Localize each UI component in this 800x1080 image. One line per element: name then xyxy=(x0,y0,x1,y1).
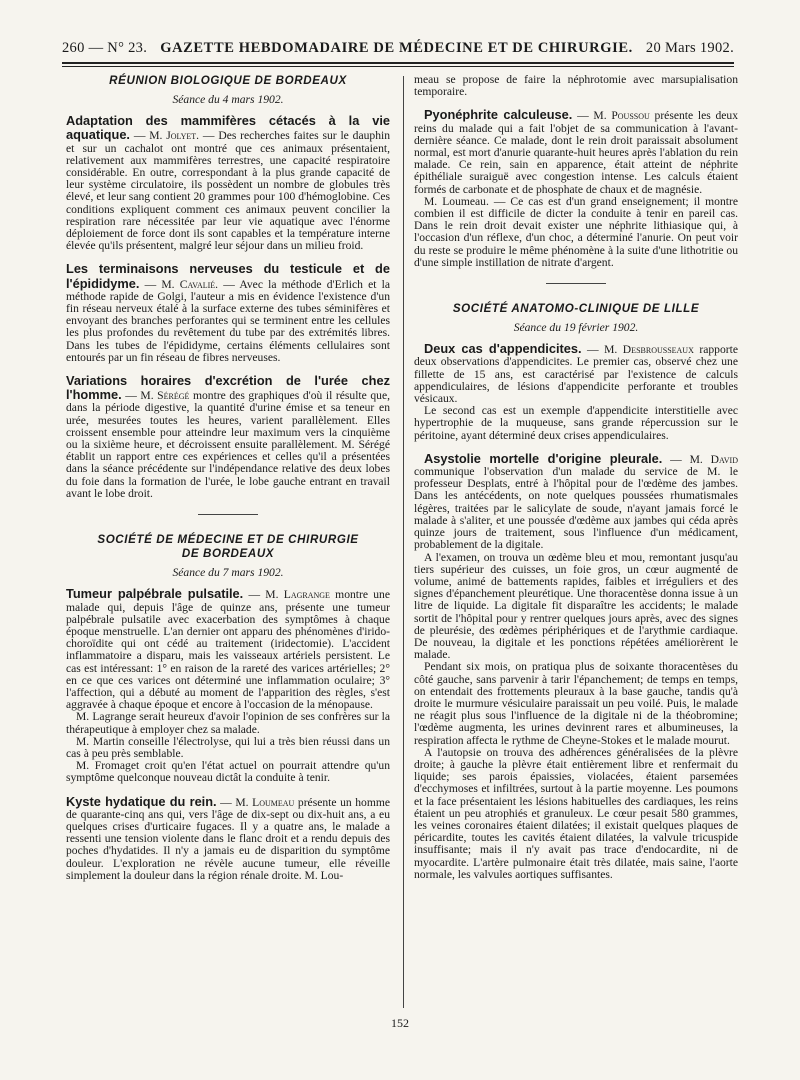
article-paragraph: M. Martin conseille l'électrolyse, qui lui a très bien réussi dans un cas à peu près semblable. xyxy=(66,734,390,760)
article-text: Avec la méthode d'Erlich et la méthode rapide de Golgi, l'auteur a mis en évidence l'existence d'un fin réseau nerveux étalé à la surface externe des tubes séminifères et envoyant des branches perforantes qui se terminent entre les cellules les plus profondes du revêtement du tube par des extrémités libres. Dans les tubes de l'épididyme, certains éléments cellulaires sont entourés par un fin réseau de fibres nerveuses. xyxy=(66,277,391,364)
article-title: Pyonéphrite calculeuse. xyxy=(424,107,573,123)
article-author: M. Lagrange xyxy=(265,588,330,602)
article: Pyonéphrite calculeuse. — M. Poussou présente les deux reins du malade qui a fait l'objet de sa communication à l'avant-dernière séance. Ce malade, dont le rein droit paraissait absolument normal, est mort d'anurie quarante-huit heures après l'ablation du rein malade. Ce rein, sain en apparence, était atteint de néphrite épithéliale suraiguë avec congestion intense. Les calculs étaient formés de carbonate et de phosphate de chaux et de magnésie. M. Loumeau. — Ce cas est d'un grand enseignement; il montre combien il est difficile de dicter la conduite à tenir en pareil cas. Dans le rein droit devait exister une néphrite lithiasique qui, à l'occasion d'un réflexe, d'un choc, a déterminé l'anurie. On peut voir du reste se produire le même phénomène à la suite d'une lithotritie ou d'une simple instillation de nitrate d'argent. xyxy=(414,107,739,269)
article-author: M. Sérégé xyxy=(140,389,190,403)
article-text: rapporte deux observations d'appendicites. Le premier cas, observé chez une fillette de 15 ans, est caractérisé par l'existence de calculs appendiculaires, de lésions d'appendicite perforante et troubles vésicaux. xyxy=(414,343,738,406)
article-paragraph: Le second cas est un exemple d'appendicite interstitielle avec hypertrophie de la muqueuse, sans grande répercussion sur le péritoine, ayant déterminé deux crises appendiculaires. xyxy=(414,404,738,442)
article-text: montre des graphiques d'où il résulte que, dans la période digestive, la quantité d'urine émise et sa teneur en urée, mesurées toutes les heures, varient parallèlement. Elles croissent ensemble pour atteindre leur maximum vers la cinquième ou la sixième heure, et décroissent ensuite parallèlement. M. Sérégé établit un rapport entre ces expériences et celles qu'il a présentées dans la séance précédente sur l'indépendance relative des deux lobes du foie dans la formation de l'urée, le lobe gauche entrant en travail avant le lobe droit. xyxy=(66,389,391,500)
article-continuation xyxy=(414,74,738,98)
article-author: M. David xyxy=(689,452,738,466)
article-author: M. Cavalié. xyxy=(161,277,219,291)
article-author: M. Loumeau xyxy=(235,795,295,809)
article-title: Variations horaires d'excrétion de l'urée chez l'homme. xyxy=(66,373,390,403)
session-date: Séance du 7 mars 1902. xyxy=(172,566,284,580)
article: Les terminaisons nerveuses du testicule et de l'épididyme. — M. Cavalié. — Avec la méthode d'Erlich et la méthode rapide de Golgi, l'auteur a mis en évidence l'existence d'un fin réseau nerveux étalé à la surface externe des tubes séminifères et envoyant des branches perforantes qui se terminent entre les cellules les plus profondes du revêtement du tube par des extrémités libres. Dans les tubes de l'épididyme, certains éléments cellulaires sont entourés par un fin réseau de fibres nerveuses. xyxy=(66,261,391,364)
article-title: Tumeur palpébrale pulsatile. xyxy=(66,586,244,602)
article-paragraph: A l'autopsie on trouva des adhérences généralisées de la plèvre droite; à gauche la plèvre était entièrement libre et renfermait du liquide; ses parois épaissies, violacées, étaient parsemées d'ecchymoses et infiltrées, surtout à la partie moyenne. Les poumons et la face présentaient les lésions habituelles des cardiaques, les reins étaient un peu atrophiés et granuleux. Le cœur pesait 580 grammes, les veines coronaires étaient dilatées; il existait quelques plaques de péricardite, toutes les cavités étaient dilatées, la valvule tricuspide insuffisante; mais il n'y avait pas trace d'endocardite, ni de myocardite. L'artère pulmonaire était très dilatée, mais saine, l'aorte normale, les valvules aortiques suffisantes. xyxy=(414,745,738,881)
header-journal-title: GAZETTE HEBDOMADAIRE DE MÉDECINE ET DE CHIRURGIE. xyxy=(160,40,633,56)
society-heading: SOCIÉTÉ ANATOMO-CLINIQUE DE LILLE xyxy=(452,302,700,316)
right-column xyxy=(414,74,738,891)
session-date: Séance du 19 février 1902. xyxy=(513,321,639,335)
section-separator xyxy=(546,283,606,284)
article-title: Kyste hydatique du rein. xyxy=(66,793,217,809)
column-divider xyxy=(403,76,404,1008)
article-paragraph: Pendant six mois, on pratiqua plus de soixante thoracentèses du côté gauche, sans parvenir à tarir l'épanchement; de temps en temps, on entendait des frottements pleuraux à la base gauche, tandis qu'à droite le murmure vésiculaire paraissait un peu voilé. Puis, le malade ne réagit plus sous l'influence de la digitale ni de la théobromine; l'œdème augmenta, les urines devinrent rares et albumineuses, la respiration affecta le rythme de Cheyne-Stokes et le malade mourut. xyxy=(414,660,738,747)
article-title: Les terminaisons nerveuses du testicule et de l'épididyme. xyxy=(66,261,390,291)
page-number: 152 xyxy=(391,1016,409,1030)
article-text: montre une malade qui, depuis l'âge de quinze ans, présente une tumeur palpébrale pulsatile avec exacerbation des symptômes à chaque époque menstruelle. L'an dernier ont apparu des phénomènes d'irido-choroïdite qui ont cédé au traitement (iridectomie). L'accident inflammatoire a disparu, mais les vaisseaux artériels persistent. Le cas est intéressant: 1° en raison de la rareté des varices artérielles; 2° en ce que ces varices ont déterminé une inflammation oculaire; 3° l'affection, qui a débuté au moment de l'apparition des règles, s'est aggravée à chaque époque et encore à l'occasion de la ménopause. xyxy=(66,588,390,712)
article: Deux cas d'appendicites. — M. Desbrousseaux rapporte deux observations d'appendicites. Le premier cas, observé chez une fillette de 15 ans, est caractérisé par l'existence de calculs appendiculaires, de lésions d'appendicite perforante et troubles vésicaux. Le second cas est un exemple d'appendicite interstitielle avec hypertrophie de la muqueuse, sans grande répercussion sur le péritoine, ayant déterminé deux crises appendiculaires. xyxy=(414,341,738,442)
header-rule xyxy=(62,62,734,67)
article-paragraph: M. Loumeau. — Ce cas est d'un grand enseignement; il montre combien il est difficile de dicter la conduite à tenir en pareil cas. Dans le rein droit devait exister une néphrite lithiasique qui, à l'occasion d'un réflexe, d'un choc, a déterminé l'anurie. On peut voir du reste se produire le même phénomène à la suite d'une lithotritie ou d'une simple instillation de nitrate d'argent. xyxy=(414,194,738,269)
article: Tumeur palpébrale pulsatile. — M. Lagrange montre une malade qui, depuis l'âge de quinze ans, présente une tumeur palpébrale pulsatile avec exacerbation des symptômes à chaque époque menstruelle. L'an dernier ont apparu des phénomènes d'irido-choroïdite qui ont cédé au traitement (iridectomie). L'accident inflammatoire a disparu, mais les vaisseaux artériels persistent. Le cas est intéressant: 1° en raison de la rareté des varices artérielles; 2° en ce que ces varices ont déterminé une inflammation oculaire; 3° l'affection, qui a débuté au moment de l'apparition des règles, s'est aggravée à chaque époque et encore à l'occasion de la ménopause. M. Lagrange serait heureux d'avoir l'opinion de ses confrères sur la thérapeutique à employer chez sa malade. M. Martin conseille l'électrolyse, qui lui a très bien réussi dans un cas à peu près semblable. M. Fromaget croit qu'en l'état actuel on pourrait attendre qu'un symptôme quelconque nouveau dictât la conduite à tenir. xyxy=(66,586,390,785)
society-heading-line: DE BORDEAUX xyxy=(181,547,275,561)
society-heading: RÉUNION BIOLOGIQUE DE BORDEAUX xyxy=(109,74,347,87)
article-paragraph: A l'examen, on trouva un œdème bleu et mou, remontant jusqu'au tiers supérieur des cuisses, un foie gros, un cœur augmenté de volume, animé de battements rapides, faibles et irréguliers et des signes d'épanchement pleurétique. Une thoracentèse donna issue à un litre de liquide. La digitale fit disparaître les accidents; le malade sortit de l'hôpital pour y rentrer quelques jours après, avec des signes de pleurésie, des œdèmes périphériques et de l'arythmie cardiaque. De nouveau, la digitale et les ponctions répétées améliorèrent le malade. xyxy=(414,550,738,662)
article-text: communique l'observation d'un malade du service de M. le professeur Desplats, entré à l'hôpital pour de l'œdème des jambes. Dans les antécédents, on note quelques poussées rhumatismales légères, traitées par le salicylate de soude, n'ayant jamais forcé le malade à s'aliter, et une poussée d'œdème aux jambes qui céda après quinze jours de traitement, sous l'influence d'un médicament, probablement de la digitale. xyxy=(414,465,738,552)
article-text: Des recherches faites sur le dauphin et sur un cachalot ont montré que ces animaux présentaient, relativement aux mammifères terrestres, une capacité respiratoire considérable. En outre, correspondant à la plus grande capacité de leur système circulatoire, ils possèdent un nombre de globules très élevé, et leur sang contient 20 grammes pour 100 d'hémoglobine. Ces conditions expliquent comment ces animaux peuvent concilier la respiration rare nécessitée par leur vie aquatique avec l'énorme déploiement de force dont ils sont capables et la température interne élevée qu'ils présentent, malgré leur séjour dans un milieu froid. xyxy=(66,129,391,253)
society-heading-line: SOCIÉTÉ DE MÉDECINE ET DE CHIRURGIE xyxy=(97,533,359,547)
header-issue: 260 — N° 23. xyxy=(62,40,148,56)
article-author: M. Desbrousseaux xyxy=(604,343,694,357)
article-author: M. Jolyet. xyxy=(149,129,200,143)
session-date: Séance du 4 mars 1902. xyxy=(172,93,284,106)
article-title: Asystolie mortelle d'origine pleurale. xyxy=(424,450,663,466)
article-text: présente un homme de quarante-cinq ans qui, vers l'âge de dix-sept ou dix-huit ans, a eu quelques crises d'urticaire fugaces. Il y a quatre ans, le malade a ressenti une tension violente dans le flanc droit et a rendu depuis des poches d'hydatides. Il n'y a jamais eu de disparition du symptôme douleur. L'exploration ne révèle aucune tumeur, elle réveille simplement la douleur dans la région rénale droite. M. Lou- xyxy=(66,795,391,882)
article: Kyste hydatique du rein. — M. Loumeau présente un homme de quarante-cinq ans qui, vers l'âge de dix-sept ou dix-huit ans, a eu quelques crises d'urticaire fugaces. Il y a quatre ans, le malade a ressenti une tension violente dans le flanc droit et a rendu depuis des poches d'hydatides. Il n'y a jamais eu de disparition du symptôme douleur. L'exploration ne révèle aucune tumeur, elle réveille simplement la douleur dans la région rénale droite. M. Lou- xyxy=(66,793,391,882)
header-date: 20 Mars 1902. xyxy=(645,40,734,56)
article: Adaptation des mammifères cétacés à la vie aquatique. — M. Jolyet. — Des recherches faites sur le dauphin et sur un cachalot ont montré que ces animaux présentaient, relativement aux mammifères terrestres, une capacité respiratoire considérable. En outre, correspondant à la plus grande capacité de leur système circulatoire, ils possèdent un nombre de globules très élevé, et leur sang contient 20 grammes pour 100 d'hémoglobine. Ces conditions expliquent comment ces animaux peuvent concilier la respiration rare nécessitée par leur vie aquatique avec l'énorme déploiement de force dont ils sont capables et la température interne élevée qu'ils présentent, malgré leur séjour dans un milieu froid. xyxy=(66,113,391,253)
section-separator xyxy=(198,514,258,515)
article-paragraph: M. Lagrange serait heureux d'avoir l'opinion de ses confrères sur la thérapeutique à employer chez sa malade. xyxy=(66,710,390,736)
running-header xyxy=(62,40,734,57)
left-column xyxy=(66,74,390,892)
article-author: M. Poussou xyxy=(593,109,650,123)
article-paragraph: M. Fromaget croit qu'en l'état actuel on pourrait attendre qu'un symptôme quelconque nouveau dictât la conduite à tenir. xyxy=(66,759,390,785)
article-title: Adaptation des mammifères cétacés à la vie aquatique. xyxy=(66,113,390,143)
article: Variations horaires d'excrétion de l'urée chez l'homme. — M. Sérégé montre des graphiques d'où il résulte que, dans la période digestive, la quantité d'urine émise et sa teneur en urée, mesurées toutes les heures, varient parallèlement. Elles croissent ensemble pour atteindre leur maximum vers la cinquième ou la sixième heure, et décroissent ensuite parallèlement. M. Sérégé établit un rapport entre ces expériences et celles qu'il a présentées dans la séance précédente sur l'indépendance relative des deux lobes du foie dans la formation de l'urée, le lobe gauche entrant en travail avant le lobe droit. xyxy=(66,373,391,500)
article-text: présente les deux reins du malade qui a fait l'objet de sa communication à l'avant-dernière séance. Ce malade, dont le rein droit paraissait absolument normal, est mort d'anurie quarante-huit heures après l'ablation du rein malade. Ce rein, sain en apparence, était atteint de néphrite épithéliale suraiguë avec congestion intense. Les calculs étaient formés de carbonate et de phosphate de chaux et de magnésie. xyxy=(414,109,739,196)
article-text: meau se propose de faire la néphrotomie avec marsupialisation temporaire. xyxy=(414,73,738,99)
society-heading xyxy=(66,533,390,561)
article: Asystolie mortelle d'origine pleurale. — M. David communique l'observation d'un malade du service de M. le professeur Desplats, entré à l'hôpital pour de l'œdème des jambes. Dans les antécédents, on note quelques poussées rhumatismales légères, traitées par le salicylate de soude, n'ayant jamais forcé le malade à s'aliter, et une poussée d'œdème aux jambes qui céda après quinze jours de traitement, sous l'influence d'un médicament, probablement de la digitale. A l'examen, on trouva un œdème bleu et mou, remontant jusqu'au tiers supérieur des cuisses, un foie gros, un cœur augmenté de volume, animé de battements rapides, faibles et irréguliers et des signes d'épanchement pleurétique. Une thoracentèse donna issue à un litre de liquide. La digitale fit disparaître les accidents; le malade sortit de l'hôpital pour y rentrer quelques jours après, avec des signes de pleurésie, des œdèmes périphériques et de l'arythmie cardiaque. De nouveau, la digitale et les ponctions répétées améliorèrent le malade. Pendant six mois, on pratiqua plus de soixante thoracentèses du côté gauche, sans parvenir à tarir l'épanchement; de temps en temps, on entendait des frottements pleuraux à la base gauche, tandis qu'à droite le murmure vésiculaire paraissait un peu voilé. Puis, le malade ne réagit plus sous l'influence de la digitale ni de la théobromine; l'œdème augmenta, les urines devinrent rares et albumineuses, la respiration affecta le rythme de Cheyne-Stokes et le malade mourut. A l'autopsie on trouva des adhérences généralisées de la plèvre droite; à gauche la plèvre était entièrement libre et renfermait du liquide; ses parois épaissies, violacées, étaient parsemées d'ecchymoses et infiltrées, surtout à la partie moyenne. Les poumons et la face présentaient les lésions habituelles des cardiaques, les reins étaient un peu atrophiés et granuleux. Le cœur pesait 580 grammes, les veines coronaires étaient dilatées; il existait quelques plaques de péricardite, toutes les cavités étaient dilatées, la valvule tricuspide insuffisante; mais il n'y avait pas trace d'endocardite, ni de myocardite. L'artère pulmonaire était très dilatée, mais saine, l'aorte normale, les valvules aortiques suffisantes. xyxy=(414,450,738,881)
article-title: Deux cas d'appendicites. xyxy=(424,341,582,357)
